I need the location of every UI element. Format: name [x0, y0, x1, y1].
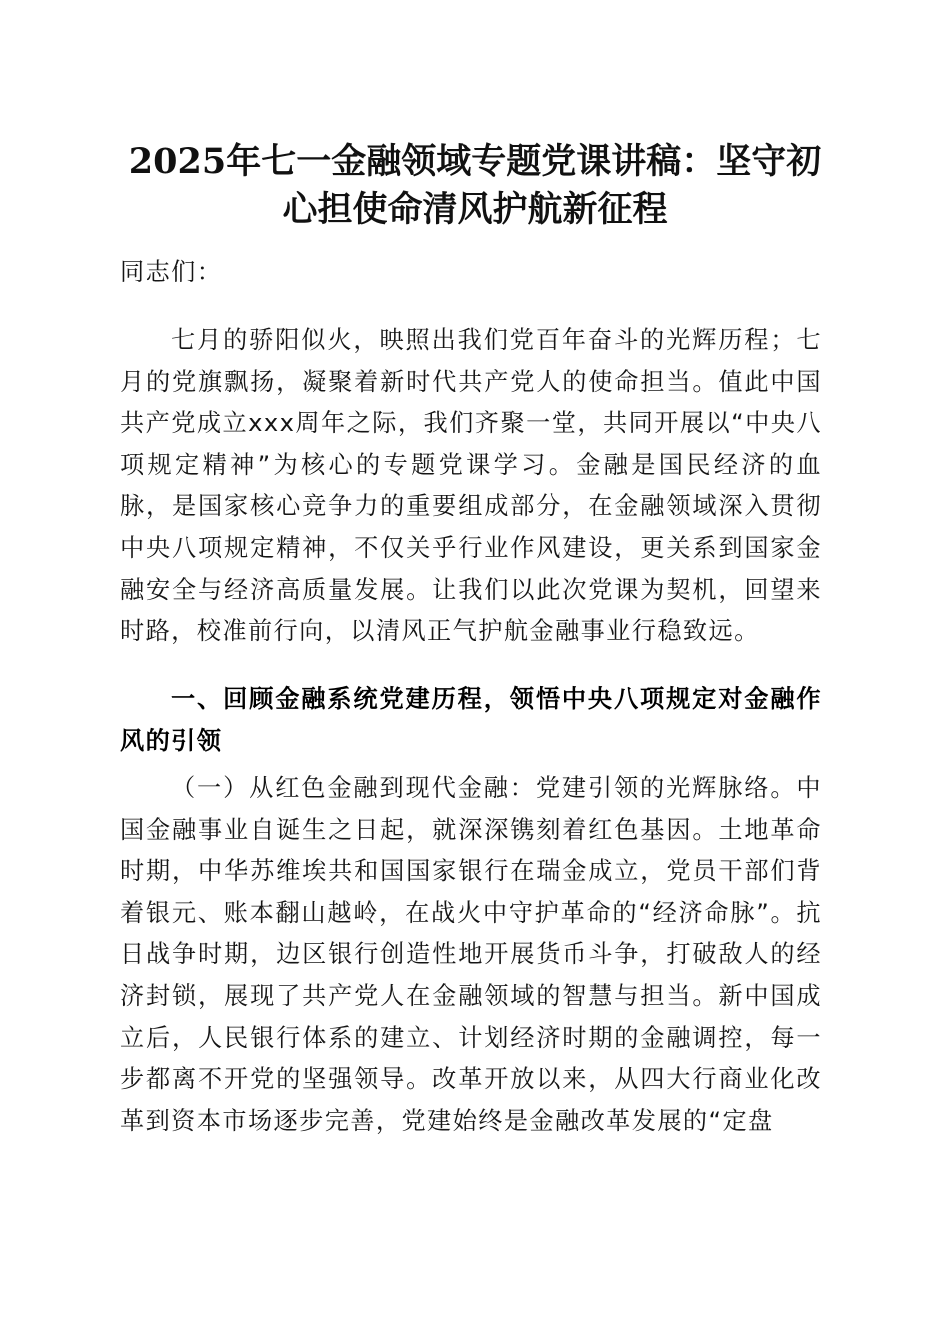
- section-heading: 一、回顾金融系统党建历程，领悟中央八项规定对金融作风的引领: [120, 685, 822, 755]
- section-paragraph: （一）从红色金融到现代金融：党建引领的光辉脉络。中国金融事业自诞生之日起，就深深镌刻着红色基因。土地革命时期，中华苏维埃共和国国家银行在瑞金成立，党员干部们背着银元、账本翻山越岭，在战火中守护革命的“经济命脉”。抗日战争时期，边区银行创造性地开展货币斗争，打破敌人的经济封锁，展现了共产党人在金融领域的智慧与担当。新中国成立后，人民银行体系的建立、计划经济时期的金融调控，每一步都离不开党的坚强领导。改革开放以来，从四大行商业化改革到资本市场逐步完善，党建始终是金融改革发展的“定盘: [120, 774, 822, 1135]
- intro-paragraph: 七月的骄阳似火，映照出我们党百年奋斗的光辉历程；七月的党旗飘扬，凝聚着新时代共产党人的使命担当。值此中国共产党成立xxx周年之际，我们齐聚一堂，共同开展以“中央八项规定精神”为核心的专题党课学习。金融是国民经济的血脉，是国家核心竞争力的重要组成部分，在金融领域深入贯彻中央八项规定精神，不仅关乎行业作风建设，更关系到国家金融安全与经济高质量发展。让我们以此次党课为契机，回望来时路，校准前行向，以清风正气护航金融事业行稳致远。: [120, 326, 822, 646]
- title-line-1: 2025年七一金融领域专题党课讲稿：坚守初: [128, 141, 822, 182]
- salutation: 同志们：: [120, 258, 223, 286]
- title-line-2: 心担使命清风护航新征程: [282, 189, 668, 230]
- document-title: [110, 138, 840, 234]
